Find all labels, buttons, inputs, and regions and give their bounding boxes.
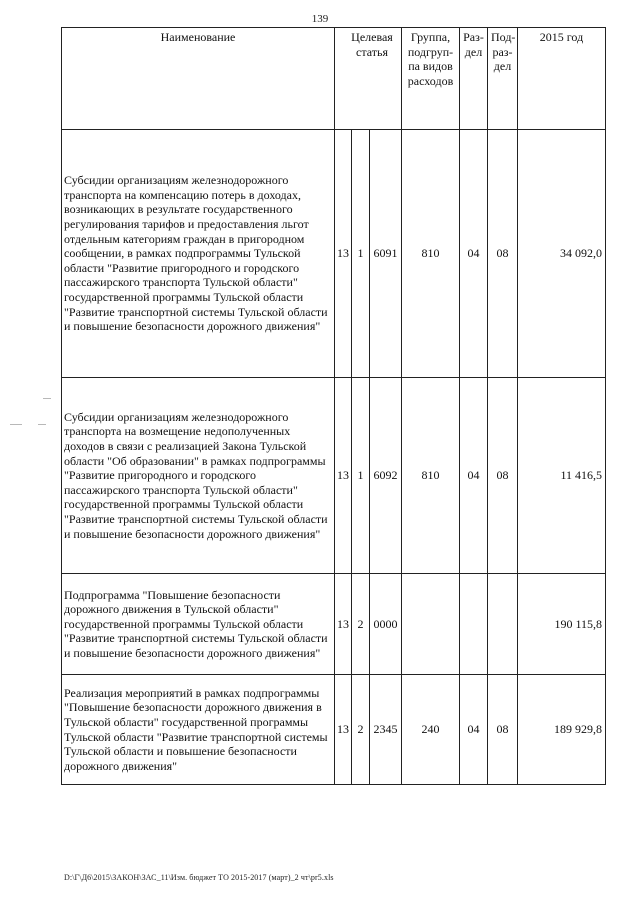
row-amount: 190 115,8 [518,574,606,675]
table-row [62,675,606,785]
row-group: 810 [402,378,460,574]
table-row [62,574,606,675]
footer-file-path: D:\Г\Д6\2015\ЗАКОН\ЗАС_11\Изм. бюджет ТО 2015-2017 (март)_2 чт\pr5.xls [64,873,334,882]
row-name: Реализация мероприятий в рамках подпрограммы "Повышение безопасности дорожного движения в Тульской области" государственной программы Тульской области "Развитие транспортной системы Тульской области и повышение безопасности дорожного движения" [62,675,335,785]
row-section: 04 [460,130,488,378]
row-target-subprogram: 1 [352,130,370,378]
header-name: Наименование [62,28,335,130]
table-header-row [62,28,606,130]
row-target-code: 2345 [370,675,402,785]
header-section: Раз-дел [460,28,488,130]
row-section: 04 [460,378,488,574]
header-year: 2015 год [518,28,606,130]
row-amount: 11 416,5 [518,378,606,574]
row-section: 04 [460,675,488,785]
header-target [335,28,402,130]
table-row [62,378,606,574]
row-target-program: 13 [335,378,352,574]
header-target-label: Целевая статья [351,30,393,59]
row-subsection: 08 [488,675,518,785]
row-amount: 34 092,0 [518,130,606,378]
row-group: 240 [402,675,460,785]
scan-artifact [38,424,46,425]
row-name: Субсидии организациям железнодорожного транспорта на возмещение недополученных доходов в связи с реализацией Закона Тульской области "Об образовании" в рамках подпрограммы "Развитие пригородного и городского пассажирского транспорта Тульской области" государственной программы Тульской области "Развитие транспортной системы Тульской области и повышение безопасности дорожного движения" [62,378,335,574]
row-section [460,574,488,675]
budget-table [61,27,606,785]
row-target-code: 6092 [370,378,402,574]
row-name: Подпрограмма "Повышение безопасности дорожного движения в Тульской области" государственной программы Тульской области "Развитие транспортной системы Тульской области и повышение безопасности дорожного движения" [62,574,335,675]
row-group: 810 [402,130,460,378]
row-subsection [488,574,518,675]
scan-artifact [43,398,51,399]
table-row [62,130,606,378]
row-target-subprogram: 2 [352,574,370,675]
row-name: Субсидии организациям железнодорожного транспорта на компенсацию потерь в доходах, возникающих в результате государственного регулирования тарифов и предоставления льгот отдельным категориям граждан в пригородном сообщении, в рамках подпрограммы Тульской области "Развитие пригородного и городского пассажирского транспорта Тульской области" государственной программы Тульской области "Развитие транспортной системы Тульской области и повышение безопасности дорожного движения" [62,130,335,378]
row-group [402,574,460,675]
row-amount: 189 929,8 [518,675,606,785]
row-target-program: 13 [335,574,352,675]
row-subsection: 08 [488,130,518,378]
scan-artifact [10,424,22,425]
header-group: Группа, подгруп-па видов расходов [402,28,460,130]
header-subsection: Под-раз-дел [488,28,518,130]
row-target-program: 13 [335,130,352,378]
row-subsection: 08 [488,378,518,574]
row-target-subprogram: 2 [352,675,370,785]
row-target-code: 0000 [370,574,402,675]
row-target-subprogram: 1 [352,378,370,574]
page-number: 139 [311,13,329,25]
row-target-code: 6091 [370,130,402,378]
row-target-program: 13 [335,675,352,785]
